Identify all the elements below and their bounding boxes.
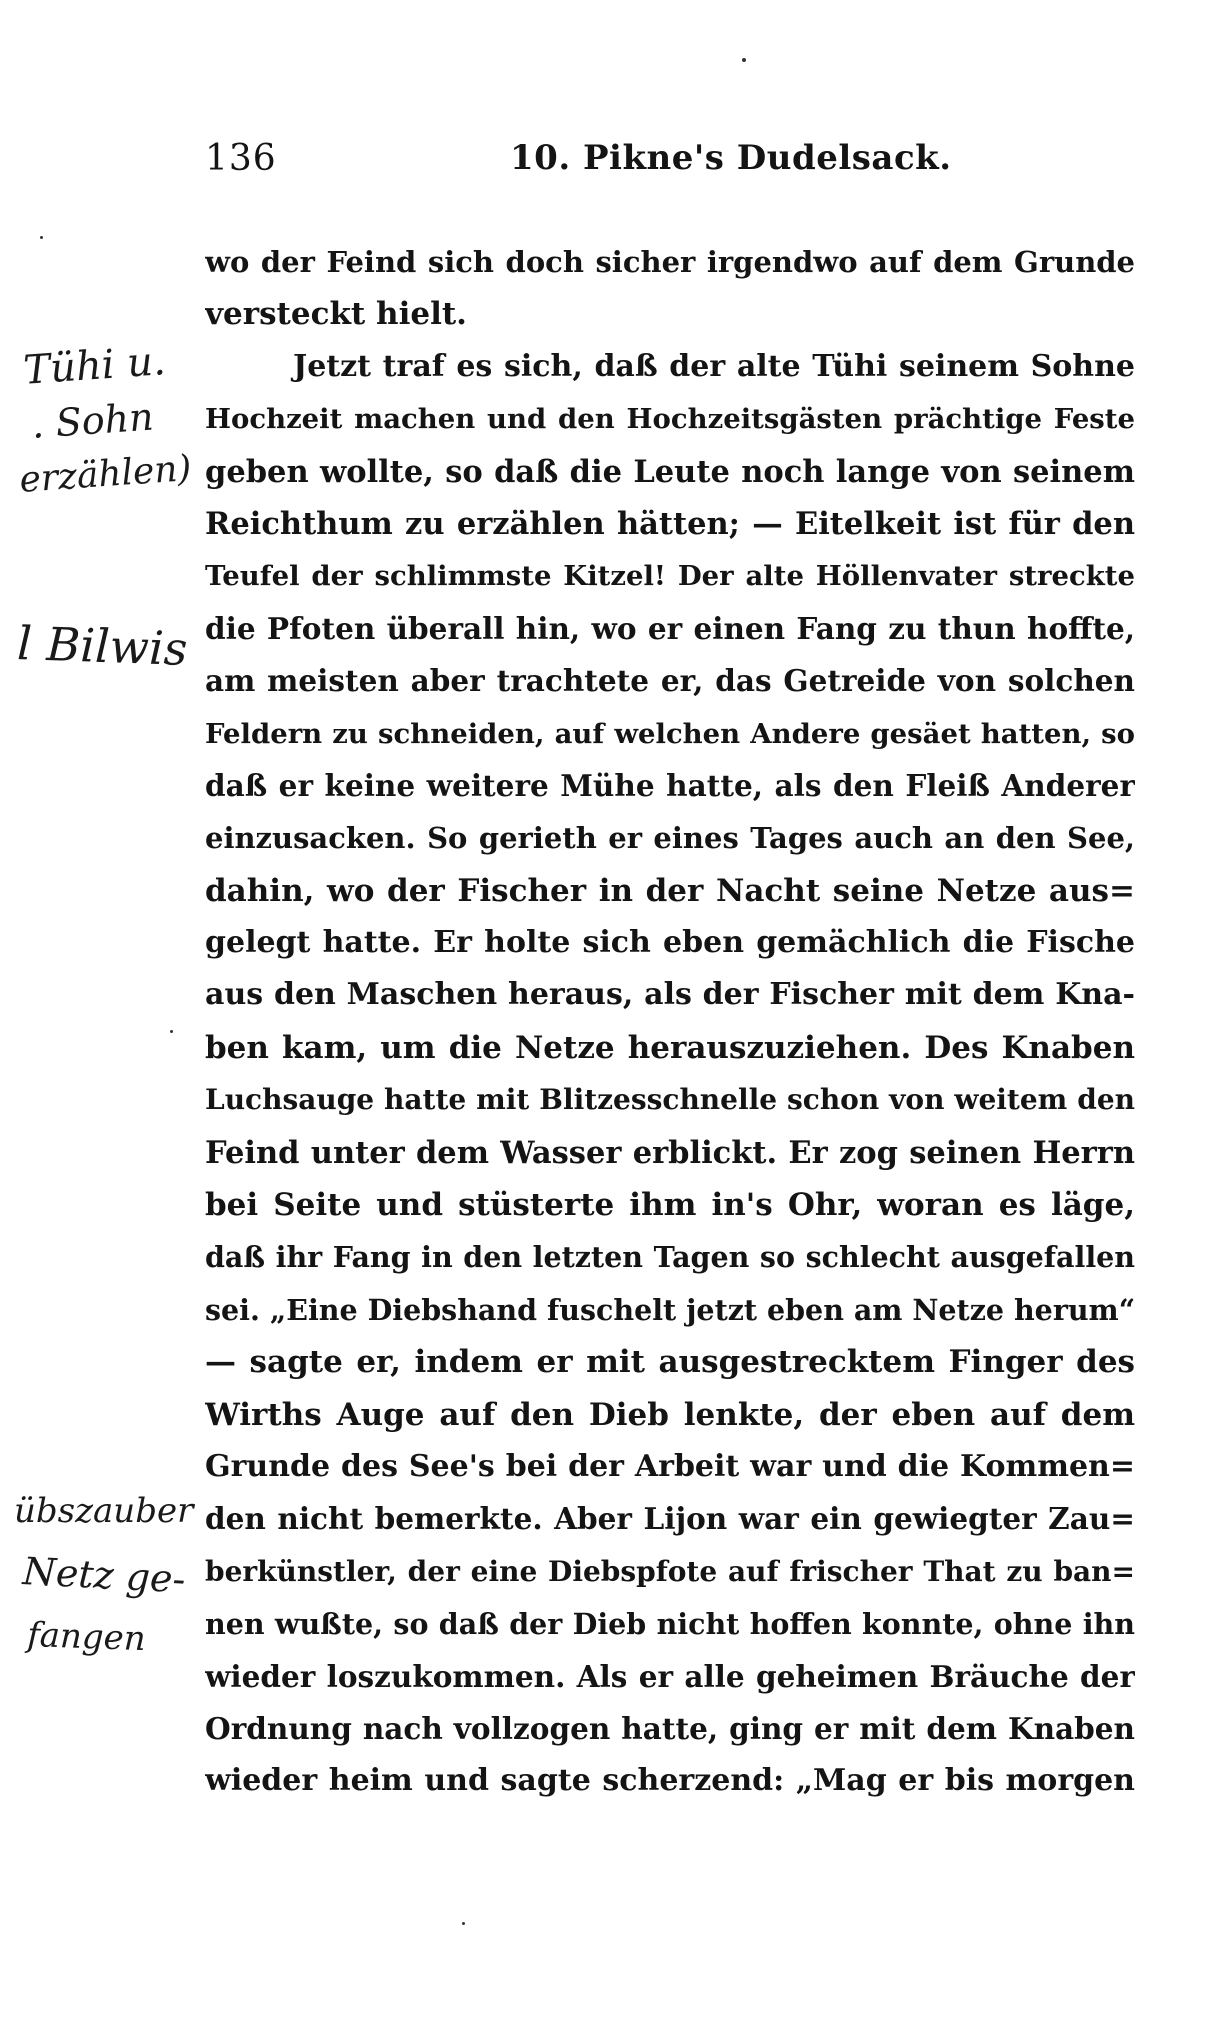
text-line: Ordnung nach vollzogen hatte, ging er mit dem Knaben bbox=[205, 1710, 1135, 1746]
text-line: dahin, wo der Fischer in der Nacht seine Netze aus= bbox=[205, 872, 1135, 909]
text-line: den nicht bemerkte. Aber Lijon war ein gewiegter Zau= bbox=[205, 1501, 1135, 1537]
margin-note: . Sohn bbox=[30, 394, 155, 447]
speck-left bbox=[40, 236, 43, 239]
text-line: gelegt hatte. Er holte sich eben gemächlich die Fische bbox=[205, 925, 1135, 961]
text-line: wieder loszukommen. Als er alle geheimen Bräuche der bbox=[205, 1658, 1135, 1694]
text-line: ben kam, um die Netze herauszuziehen. Des Knaben bbox=[205, 1029, 1135, 1066]
text-line: daß er keine weitere Mühe hatte, als den Fleiß Anderer bbox=[205, 767, 1135, 803]
text-line: Teufel der schlimmste Kitzel! Der alte Höllenvater streckte bbox=[205, 560, 1135, 593]
text-line: Hochzeit machen und den Hochzeitsgästen prächtige Feste bbox=[205, 403, 1135, 436]
text-line: Grunde des See's bei der Arbeit war und die Kommen= bbox=[205, 1448, 1135, 1484]
text-line: nen wußte, so daß der Dieb nicht hoffen konnte, ohne ihn bbox=[205, 1607, 1135, 1642]
speck-mid bbox=[170, 1030, 173, 1033]
text-line: daß ihr Fang in den letzten Tagen so schlecht ausgefallen bbox=[205, 1240, 1135, 1275]
text-line: bei Seite und stüsterte ihm in's Ohr, woran es läge, bbox=[205, 1187, 1135, 1224]
text-line: wieder heim und sagte scherzend: „Mag er bis morgen bbox=[205, 1763, 1135, 1799]
text-line: die Pfoten überall hin, wo er einen Fang zu thun hoffte, bbox=[205, 610, 1135, 646]
text-line: sei. „Eine Diebshand fuschelt jetzt eben am Netze herum“ bbox=[205, 1292, 1135, 1327]
text-line: Feldern zu schneiden, auf welchen Andere gesäet hatten, so bbox=[205, 717, 1135, 750]
text-line: Wirths Auge auf den Dieb lenkte, der eben auf dem bbox=[205, 1396, 1135, 1433]
text-line: versteckt hielt. bbox=[205, 296, 467, 333]
text-line: einzusacken. So gerieth er eines Tages auch an den See, bbox=[205, 821, 1135, 856]
running-title: 10. Pikne's Dudelsack. bbox=[510, 138, 952, 178]
text-line: aus den Maschen heraus, als der Fischer mit dem Kna- bbox=[205, 977, 1135, 1013]
margin-note: übszauber bbox=[14, 1491, 194, 1531]
margin-note: erzählen) bbox=[18, 447, 193, 501]
text-line: am meisten aber trachtete er, das Getreide von solchen bbox=[205, 663, 1135, 699]
text-line: wo der Feind sich doch sicher irgendwo auf dem Grunde bbox=[205, 245, 1135, 279]
text-line: Feind unter dem Wasser erblickt. Er zog seinen Herrn bbox=[205, 1134, 1135, 1171]
page-header bbox=[205, 138, 1135, 188]
speck-top bbox=[742, 58, 746, 62]
margin-note: Tühi u. bbox=[22, 338, 168, 394]
margin-note: fangen bbox=[26, 1614, 147, 1660]
page-number: 136 bbox=[205, 138, 277, 179]
text-line: Luchsauge hatte mit Blitzesschnelle schon von weitem den bbox=[205, 1083, 1135, 1117]
text-line: geben wollte, so daß die Leute noch lange von seinem bbox=[205, 453, 1135, 490]
text-line: Reichthum zu erzählen hätten; — Eitelkeit ist für den bbox=[205, 505, 1135, 542]
text-line: Jetzt traf es sich, daß der alte Tühi seinem Sohne bbox=[293, 348, 1135, 384]
text-line: berkünstler, der eine Diebspfote auf frischer That zu ban= bbox=[205, 1554, 1135, 1588]
margin-note: l Bilwis bbox=[16, 616, 189, 676]
body-text bbox=[205, 236, 1135, 1808]
text-line: — sagte er, indem er mit ausgestrecktem Finger des bbox=[205, 1344, 1135, 1381]
margin-note: Netz ge- bbox=[21, 1548, 187, 1602]
speck-bottom bbox=[462, 1922, 465, 1925]
